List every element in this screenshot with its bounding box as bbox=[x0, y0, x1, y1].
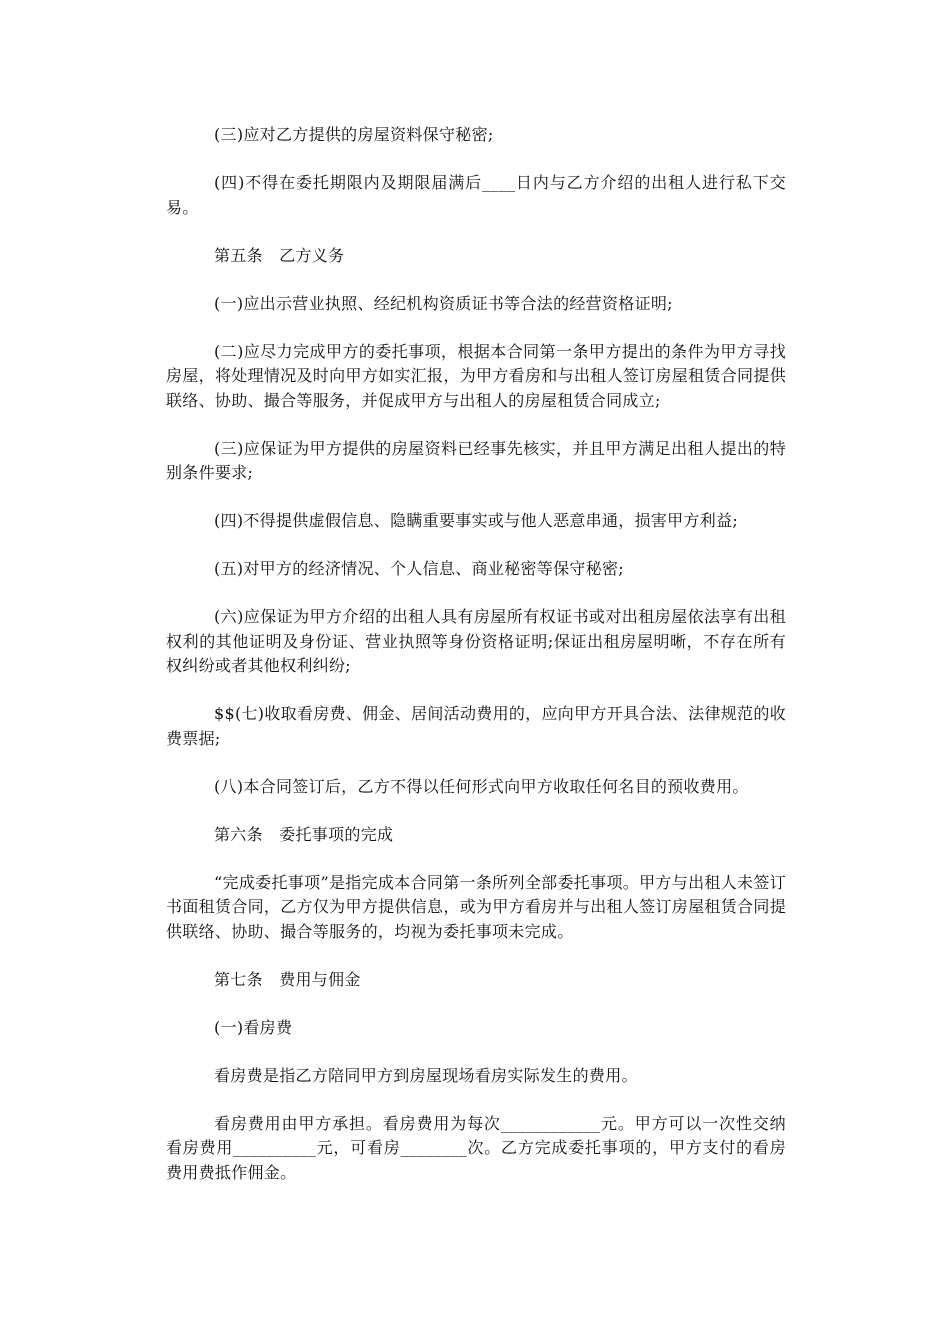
viewing-fee-terms: 看房费用由甲方承担。看房费用为每次____________元。甲方可以一次性交纳看房费用__________元，可看房________次。乙方完成委托事项的，甲方支付的看房费用费抵作佣金。 bbox=[166, 1113, 786, 1182]
article-5-item-2: (二)应尽力完成甲方的委托事项，根据本合同第一条甲方提出的条件为甲方寻找房屋，将处理情况及时向甲方如实汇报，为甲方看房和与出租人签订房屋租赁合同提供联络、协助、撮合等服务，并促成甲方与出租人的房屋租赁合同成立; bbox=[166, 341, 786, 410]
article-6-definition: “完成委托事项”是指完成本合同第一条所列全部委托事项。甲方与出租人未签订书面租赁合同，乙方仅为甲方提供信息，或为甲方看房并与出租人签订房屋租赁合同提供联络、协助、撮合等服务的，均视为委托事项未完成。 bbox=[166, 872, 786, 941]
article-5-item-4: (四)不得提供虚假信息、隐瞒重要事实或与他人恶意串通，损害甲方利益; bbox=[214, 511, 739, 530]
article-5-item-8: (八)本合同签订后，乙方不得以任何形式向甲方收取任何名目的预收费用。 bbox=[214, 776, 749, 796]
article-5-item-3: (三)应保证为甲方提供的房屋资料已经事先核实，并且甲方满足出租人提出的特别条件要求; bbox=[166, 438, 786, 482]
article-7-heading: 第七条 费用与佣金 bbox=[214, 969, 361, 989]
article-5-item-1: (一)应出示营业执照、经纪机构资质证书等合法的经营资格证明; bbox=[214, 293, 673, 313]
contract-body bbox=[166, 123, 786, 1209]
article-5-item-7: $$(七)收取看房费、佣金、居间活动费用的，应向甲方开具合法、法律规范的收费票据; bbox=[166, 704, 786, 748]
viewing-fee-definition: 看房费是指乙方陪同甲方到房屋现场看房实际发生的费用。 bbox=[214, 1065, 638, 1085]
article-5-heading: 第五条 乙方义务 bbox=[214, 245, 345, 265]
clause-3-confidentiality: (三)应对乙方提供的房屋资料保守秘密; bbox=[214, 125, 494, 144]
article-7-item-1-title: (一)看房费 bbox=[214, 1017, 293, 1037]
article-6-heading: 第六条 委托事项的完成 bbox=[214, 824, 394, 844]
clause-4-no-private-deal: (四)不得在委托期限内及期限届满后____日内与乙方介绍的出租人进行私下交易。 bbox=[166, 173, 786, 217]
article-5-item-6: (六)应保证为甲方介绍的出租人具有房屋所有权证书或对出租房屋依法享有出租权利的其他证明及身份证、营业执照等身份资格证明;保证出租房屋明晰，不存在所有权纠纷或者其他权利纠纷; bbox=[166, 607, 786, 675]
article-5-item-5: (五)对甲方的经济情况、个人信息、商业秘密等保守秘密; bbox=[214, 559, 624, 578]
